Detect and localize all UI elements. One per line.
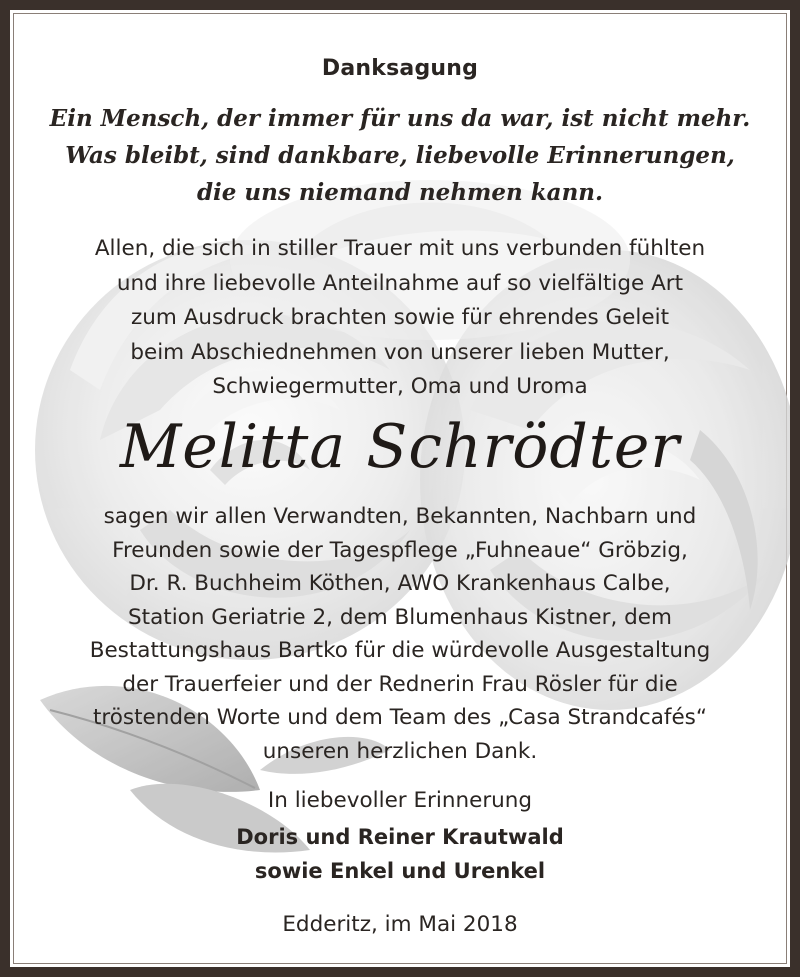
- deceased-name: Melitta Schrödter: [119, 412, 681, 482]
- motto-line: die uns niemand nehmen kann.: [196, 179, 604, 206]
- motto-block: [40, 100, 760, 211]
- signer-line: sowie Enkel und Urenkel: [254, 859, 546, 883]
- motto-line: Ein Mensch, der immer für uns da war, ist nicht mehr.: [49, 105, 751, 132]
- thanks-line: Bestattungshaus Bartko für die würdevolle Ausgestaltung: [89, 638, 711, 663]
- thanks-line: unseren herzlichen Dank.: [262, 738, 538, 764]
- notice-content: [10, 10, 790, 967]
- intro-line: zum Ausdruck brachten sowie für ehrendes Geleit: [131, 305, 669, 330]
- signer-line: Doris und Reiner Krautwald: [236, 825, 564, 849]
- intro-line: Allen, die sich in stiller Trauer mit uns verbunden fühlten: [94, 236, 706, 261]
- signers-block: [10, 820, 790, 888]
- intro-line: beim Abschiednehmen von unserer lieben Mutter,: [130, 339, 670, 365]
- thanks-paragraph: [25, 500, 775, 768]
- thanks-line: Station Geriatrie 2, dem Blumenhaus Kistner, dem: [128, 604, 672, 630]
- intro-line: und ihre liebevolle Anteilnahme auf so vielfältige Art: [116, 270, 684, 296]
- thanks-line: tröstenden Worte und dem Team des „Casa Strandcafés“: [92, 705, 708, 730]
- place-date: Edderitz, im Mai 2018: [282, 912, 518, 937]
- thanks-line: sagen wir allen Verwandten, Bekannten, Nachbarn und: [103, 504, 697, 529]
- intro-line: Schwiegermutter, Oma und Uroma: [212, 374, 588, 399]
- notice-heading: Danksagung: [321, 56, 479, 81]
- motto-line: Was bleibt, sind dankbare, liebevolle Erinnerungen,: [65, 142, 735, 169]
- thanks-line: Freunden sowie der Tagespflege „Fuhneaue“ Gröbzig,: [112, 537, 688, 563]
- closing-phrase: In liebevoller Erinnerung: [267, 788, 533, 813]
- thanks-line: Dr. R. Buchheim Köthen, AWO Krankenhaus Calbe,: [129, 571, 671, 596]
- thanks-line: der Trauerfeier und der Rednerin Frau Rösler für die: [122, 671, 678, 697]
- intro-paragraph: [30, 232, 770, 405]
